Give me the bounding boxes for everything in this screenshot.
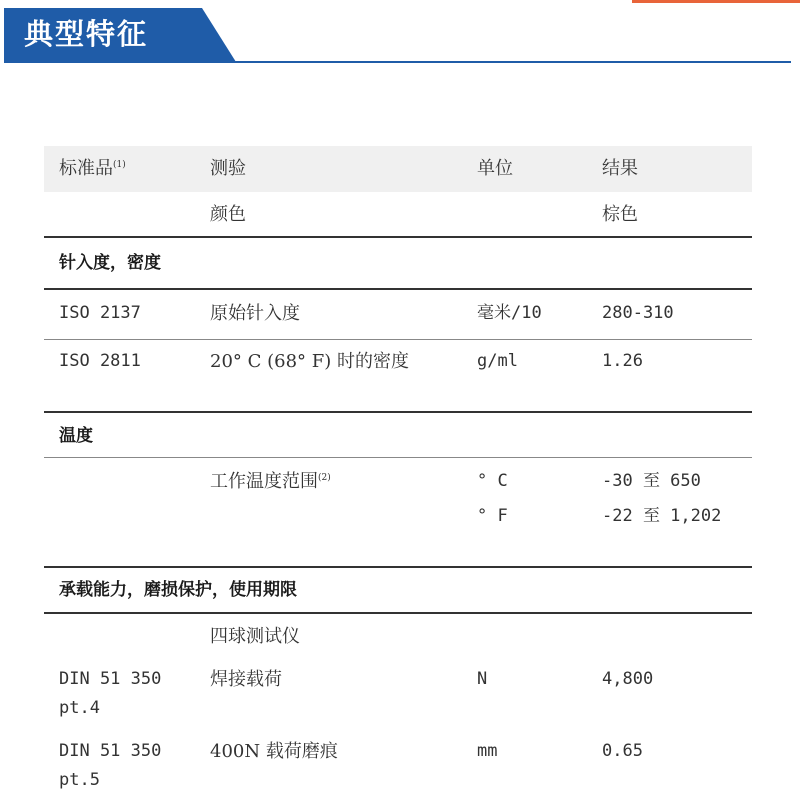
table-row — [44, 612, 752, 658]
standard-din-pt5: DIN 51 350 pt.5 — [59, 741, 162, 790]
header-test: 测验 — [210, 158, 246, 179]
test-wear-scar: 400N 载荷磨痕 — [210, 741, 338, 762]
unit-weld-load: N — [477, 669, 488, 689]
table-row — [44, 658, 752, 731]
unit-fahrenheit: ° F — [477, 506, 508, 526]
standard-iso2137: ISO 2137 — [59, 303, 141, 323]
unit-penetration: 毫米/10 — [477, 303, 542, 323]
section-title-load: 承载能力，磨损保护，使用期限 — [59, 580, 297, 600]
table-row — [44, 339, 752, 411]
result-wear-scar: 0.65 — [602, 741, 643, 761]
section-title-temperature: 温度 — [59, 426, 93, 446]
test-temp-range: 工作温度范围$^{(2)}$ — [210, 471, 331, 492]
standard-iso2811: ISO 2811 — [59, 351, 141, 371]
result-density: 1.26 — [602, 351, 643, 371]
result-weld-load: 4,800 — [602, 669, 654, 689]
table-row — [44, 288, 752, 339]
test-density: 20° C (68° F) 时的密度 — [210, 351, 410, 372]
table-row — [44, 731, 752, 797]
section-row-load — [44, 566, 752, 612]
unit-wear-scar: mm — [477, 741, 498, 761]
unit-celsius: ° C — [477, 471, 508, 491]
banner-underline — [4, 61, 791, 63]
section-row-temperature — [44, 411, 752, 457]
result-celsius: -30 至 650 — [602, 471, 701, 491]
test-penetration: 原始针入度 — [210, 303, 300, 324]
header-result: 结果 — [602, 158, 638, 179]
result-penetration: 280-310 — [602, 303, 674, 323]
standard-din-pt4: DIN 51 350 pt.4 — [59, 669, 162, 718]
result-fahrenheit: -22 至 1,202 — [602, 506, 722, 526]
top-accent-line — [632, 0, 800, 3]
footnote-marker-2: (2) — [318, 473, 331, 483]
table-row — [44, 192, 752, 236]
header-unit: 单位 — [477, 158, 513, 179]
header-standard: 标准品$^{(1)}$ — [59, 158, 126, 179]
table-header-row — [44, 146, 752, 192]
unit-density: g/ml — [477, 351, 518, 371]
table-row — [44, 457, 752, 566]
test-four-ball: 四球测试仪 — [210, 626, 300, 647]
section-title: 典型特征 — [24, 17, 149, 51]
properties-table — [44, 146, 752, 797]
section-title-penetration: 针入度，密度 — [59, 253, 161, 273]
test-color: 颜色 — [210, 204, 246, 225]
result-color: 棕色 — [602, 204, 638, 225]
footnote-marker-1: (1) — [113, 160, 126, 170]
test-weld-load: 焊接载荷 — [210, 669, 282, 690]
section-row-penetration — [44, 236, 752, 288]
